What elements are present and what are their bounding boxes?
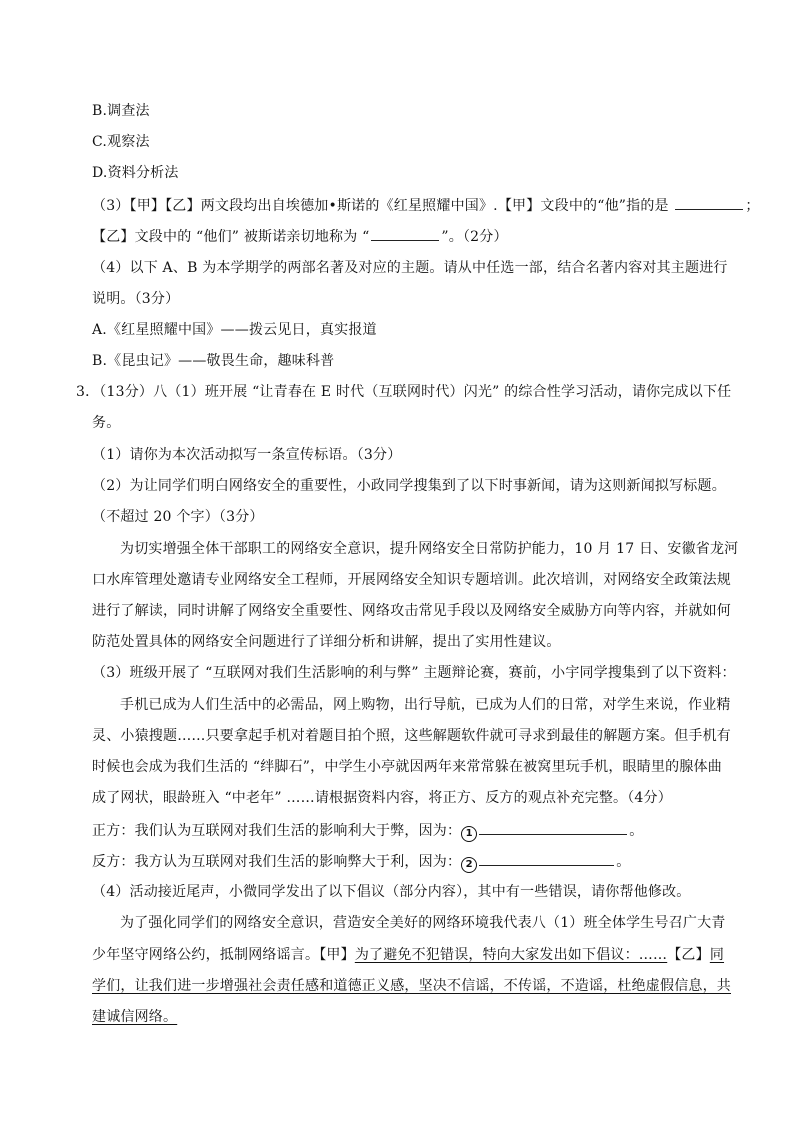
- proposal-paragraph-line: [92, 945, 724, 965]
- answer-blank[interactable]: [479, 820, 627, 835]
- main-question-3-line-2: 务。: [92, 415, 121, 431]
- circled-number: 1: [461, 826, 477, 842]
- option-c: C.观察法: [92, 134, 150, 150]
- material-paragraph-line: 手机已成为人们生活中的必需品，网上购物，出行导航，已成为人们的日常，对学生来说，作业精: [120, 697, 731, 713]
- punctuation: 。: [629, 823, 644, 839]
- question-text: ；: [745, 198, 760, 214]
- sub-question-1: （1）请你为本次活动拟写一条宣传标语。（3分）: [92, 447, 402, 463]
- news-paragraph-line: 为切实增强全体干部职工的网络安全意识，提升网络安全日常防护能力，10 月 17 日、安徽省龙河: [120, 541, 739, 557]
- underlined-sentence-b: 同: [709, 947, 725, 963]
- answer-blank[interactable]: [479, 851, 614, 866]
- proposal-paragraph-line: 为了强化同学们的网络安全意识，营造安全美好的网络环境我代表八（1）班全体学生号召广大青: [120, 915, 726, 931]
- sub-question-2-line-1: （2）为让同学们明白网络安全的重要性，小政同学搜集到了以下时事新闻，请为这则新闻拟写标题。: [92, 478, 726, 494]
- main-question-3-line-1: 3．（13分）八（1）班开展 “让青春在 E 时代（互联网时代）闪光” 的综合性学习活动，请你完成以下任: [76, 384, 732, 400]
- pro-side-line: [92, 820, 643, 842]
- punctuation: 。: [616, 854, 631, 870]
- option-a-book: A.《红星照耀中国》——拨云见日，真实报道: [92, 322, 377, 338]
- question-text: ”。（2分）: [441, 229, 508, 245]
- underlined-sentence-a: 为了避免不犯错误，特向大家发出如下倡议：……: [354, 947, 668, 963]
- answer-blank[interactable]: [675, 195, 743, 210]
- sub-question-2-line-2: （不超过 20 个字）（3分）: [92, 509, 264, 525]
- underlined-sentence-b-line: 建诚信网络。: [92, 1009, 178, 1025]
- news-paragraph-line: 防范处置具体的网络安全问题进行了详细分析和讲解，提出了实用性建议。: [92, 634, 561, 650]
- con-side-line: [92, 851, 630, 873]
- question-3-line-2: [92, 226, 508, 247]
- option-d: D.资料分析法: [92, 165, 179, 181]
- sentence-marker: 【乙】: [667, 947, 710, 963]
- material-paragraph-line: 时候也会成为我们生活的 “绊脚石”，中学生小亭就因两年来常常躲在被窝里玩手机，眼睛里的腺体曲: [92, 759, 722, 775]
- proposal-text: 少年坚守网络公约，抵制网络谣言。【甲】: [92, 947, 355, 963]
- question-text: （3）【甲】【乙】两文段均出自埃德加•斯诺的《红星照耀中国》.【甲】文段中的“他”指的是: [92, 198, 669, 214]
- question-4-line-1: （4）以下 A、B 为本学期学的两部名著及对应的主题。请从中任选一部，结合名著内容对其主题进行: [92, 260, 728, 276]
- news-paragraph-line: 进行了解读，同时讲解了网络安全重要性、网络攻击常见手段以及网络安全威胁方向等内容，并就如何: [92, 603, 731, 619]
- option-b: B.调查法: [92, 103, 150, 119]
- question-4-line-2: 说明。（3分）: [92, 291, 180, 307]
- option-b-book: B.《昆虫记》——敬畏生命，趣味科普: [92, 353, 335, 369]
- underlined-sentence-b-line: 学们，让我们进一步增强社会责任感和道德正义感，坚决不信谣，不传谣，不造谣，杜绝虚假信息，共: [92, 978, 731, 994]
- sub-question-4: （4）活动接近尾声，小微同学发出了以下倡议（部分内容），其中有一些错误，请你帮他修改。: [92, 884, 691, 900]
- circled-number: 2: [461, 857, 477, 873]
- pro-side-text: 正方：我们认为互联网对我们生活的影响利大于弊，因为：: [92, 823, 462, 839]
- news-paragraph-line: 口水库管理处邀请专业网络安全工程师，开展网络安全知识专题培训。此次培训，对网络安全政策法规: [92, 572, 731, 588]
- question-text: 【乙】文段中的 “他们” 被斯诺亲切地称为 “: [92, 229, 370, 245]
- material-paragraph-line: 成了网状，眼龄班入 “中老年” ……请根据资料内容，将正方、反方的观点补充完整。（4分）: [92, 790, 672, 806]
- material-paragraph-line: 灵、小猿搜题……只要拿起手机对着题目拍个照，这些解题软件就可寻求到最佳的解题方案。但手机有: [92, 728, 731, 744]
- sub-question-3: （3）班级开展了 “互联网对我们生活影响的利与弊” 主题辩论赛，赛前，小宇同学搜集到了以下资料：: [92, 665, 736, 681]
- answer-blank[interactable]: [371, 226, 439, 241]
- con-side-text: 反方：我方认为互联网对我们生活的影响弊大于利，因为：: [92, 854, 462, 870]
- question-3-line-1: [92, 195, 760, 216]
